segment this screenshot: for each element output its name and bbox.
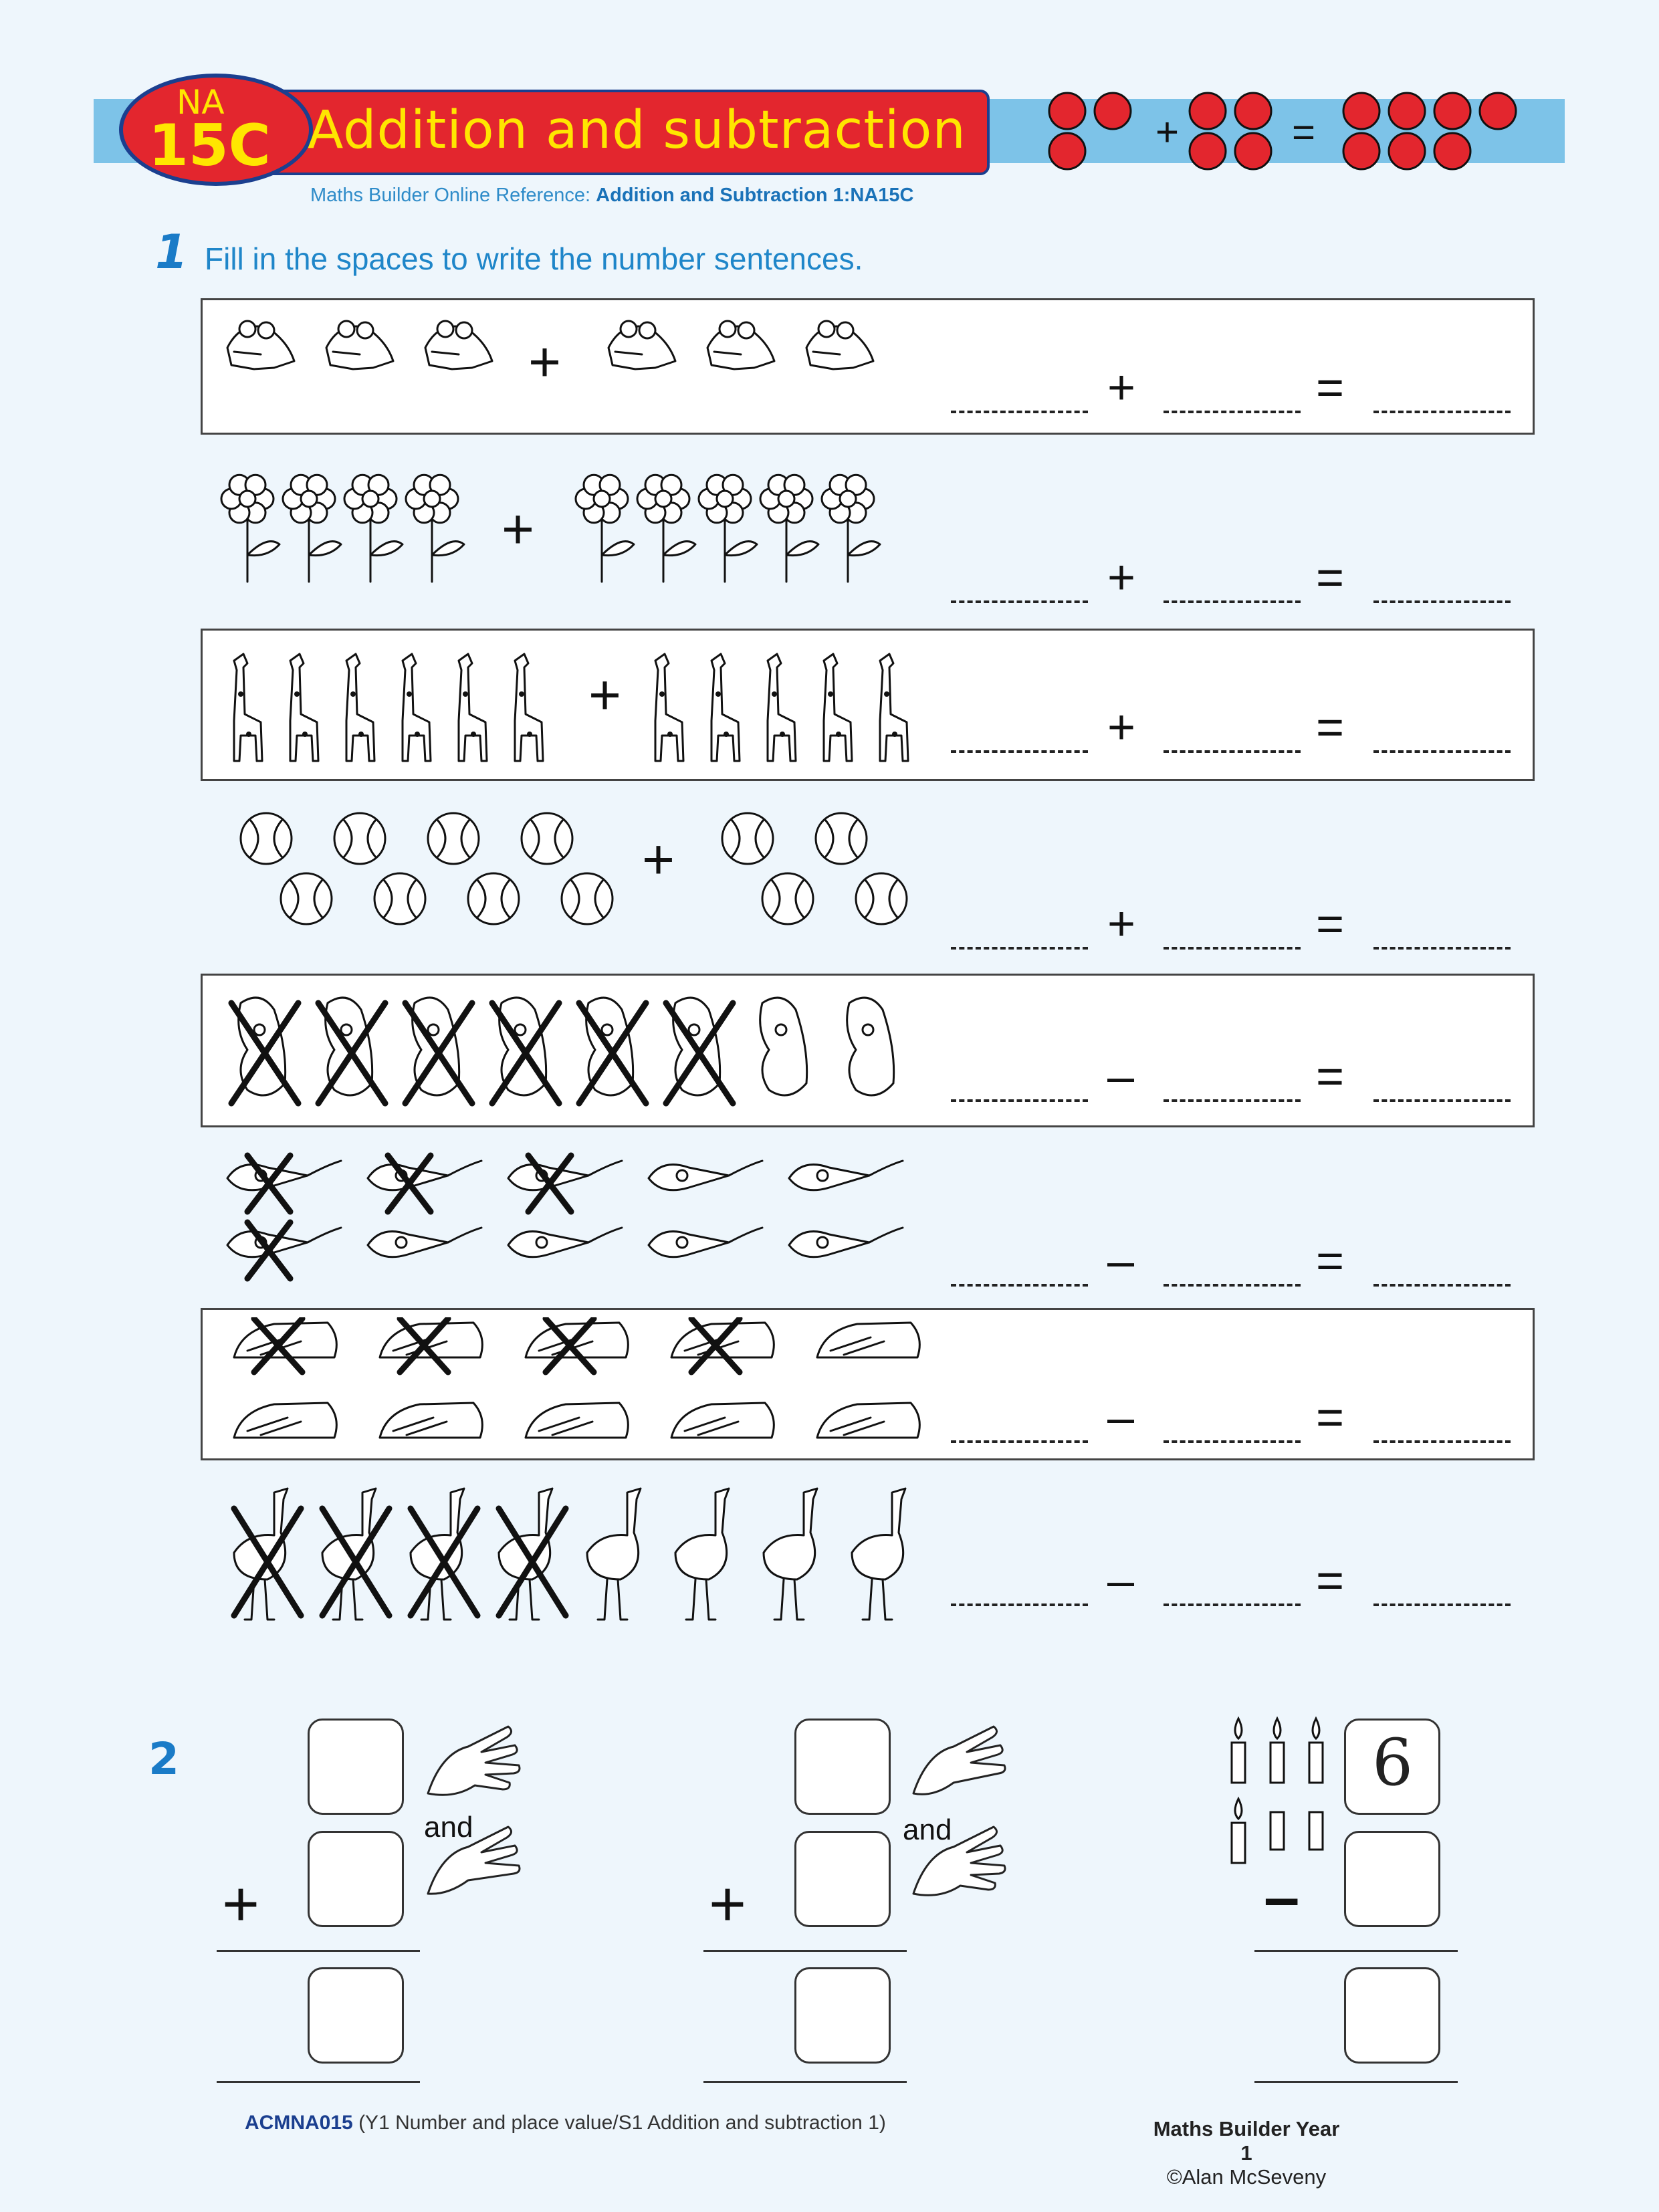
equals-sign: =	[1316, 1050, 1345, 1103]
answer-blank[interactable]	[1373, 750, 1511, 753]
answer-box[interactable]	[308, 1967, 404, 2064]
equals-sign: =	[1316, 701, 1345, 754]
frogs-picture	[214, 301, 950, 435]
candles-icon	[1221, 1712, 1341, 1879]
answer-box[interactable]	[308, 1831, 404, 1927]
mice-picture	[214, 1151, 950, 1292]
operator-sign: –	[1107, 1391, 1135, 1444]
question-2-number: 2	[148, 1733, 179, 1785]
copyright: ©Alan McSeveny	[1166, 2165, 1327, 2189]
emus-picture	[214, 1482, 950, 1629]
question-1-instruction: Fill in the spaces to write the number sentences.	[205, 241, 863, 276]
badge-strand: NA	[177, 83, 225, 122]
answer-box[interactable]	[794, 1719, 891, 1815]
answer-box[interactable]	[308, 1719, 404, 1815]
answer-blank[interactable]	[1164, 1440, 1301, 1443]
operator-sign: –	[1107, 1554, 1135, 1608]
equals-sign: =	[1316, 1391, 1345, 1444]
given-number: 6	[1372, 1725, 1414, 1800]
plus-sign: +	[709, 1868, 747, 1940]
balls-picture	[214, 798, 950, 959]
answer-box[interactable]	[794, 1967, 891, 2064]
reference-code: Addition and Subtraction 1:NA15C	[596, 185, 914, 206]
svg-text:+: +	[642, 828, 675, 891]
answer-blank[interactable]	[1373, 1603, 1511, 1606]
answer-blank[interactable]	[1373, 600, 1511, 603]
dot-plus: +	[1155, 110, 1180, 154]
answer-blank[interactable]	[1164, 1284, 1301, 1287]
curriculum-reference	[245, 2112, 886, 2134]
equals-sign: =	[1316, 551, 1345, 604]
difference-line	[1254, 1950, 1458, 1952]
svg-text:+: +	[528, 330, 562, 393]
equals-sign: =	[1316, 1234, 1345, 1288]
operator-sign: –	[1107, 1050, 1135, 1103]
number-sentence-6	[950, 1234, 1518, 1292]
operator-sign: +	[1107, 361, 1136, 415]
and-label: and	[903, 1813, 952, 1846]
number-sentence-3	[950, 701, 1518, 758]
giraffes-picture	[214, 641, 950, 774]
base-line	[1254, 2081, 1458, 2083]
curriculum-code: ACMNA015	[245, 2112, 353, 2134]
answer-blank[interactable]	[1164, 600, 1301, 603]
sum-line	[703, 1950, 907, 1952]
answer-box[interactable]	[1344, 1831, 1440, 1927]
svg-text:+: +	[588, 663, 622, 726]
answer-blank[interactable]	[951, 411, 1088, 413]
operator-sign: +	[1107, 551, 1136, 604]
reference-prefix: Maths Builder Online Reference:	[310, 185, 591, 206]
sum-line	[217, 1950, 420, 1952]
operator-sign: +	[1107, 701, 1136, 754]
answer-blank[interactable]	[951, 750, 1088, 753]
operator-sign: –	[1107, 1234, 1135, 1288]
answer-blank[interactable]	[951, 1603, 1088, 1606]
operator-sign: +	[1107, 897, 1136, 951]
answer-blank[interactable]	[1164, 1603, 1301, 1606]
answer-blank[interactable]	[1373, 1284, 1511, 1287]
answer-blank[interactable]	[951, 947, 1088, 950]
answer-blank[interactable]	[1373, 1099, 1511, 1102]
answer-blank[interactable]	[951, 600, 1088, 603]
equals-sign: =	[1316, 1554, 1345, 1608]
horses-picture	[214, 983, 950, 1117]
hand-fingers-icon	[421, 1713, 528, 1914]
svg-text:+: +	[502, 497, 535, 560]
online-reference	[310, 185, 913, 207]
book-title: Maths Builder Year 1	[1153, 2117, 1340, 2165]
answer-box[interactable]	[1344, 1967, 1440, 2064]
minus-sign: –	[1264, 1862, 1300, 1933]
number-sentence-1	[950, 361, 1518, 419]
badge-number: 15C	[148, 112, 271, 179]
answer-blank[interactable]	[1164, 750, 1301, 753]
number-sentence-8	[950, 1554, 1518, 1612]
question-1-number: 1	[155, 225, 188, 280]
answer-blank[interactable]	[951, 1284, 1088, 1287]
answer-box[interactable]	[794, 1831, 891, 1927]
answer-blank[interactable]	[1164, 411, 1301, 413]
page-title: Addition and subtraction	[308, 100, 966, 160]
and-label: and	[424, 1811, 473, 1844]
base-line	[217, 2081, 420, 2083]
equals-sign: =	[1316, 361, 1345, 415]
answer-blank[interactable]	[1373, 411, 1511, 413]
answer-blank[interactable]	[1164, 1099, 1301, 1102]
book-credit	[1146, 2117, 1347, 2189]
curriculum-description: (Y1 Number and place value/S1 Addition and subtraction 1)	[358, 2112, 886, 2134]
rocks-picture	[214, 1317, 950, 1451]
dot-addition-illustration	[1030, 87, 1525, 181]
answer-blank[interactable]	[1164, 947, 1301, 950]
answer-blank[interactable]	[1373, 1440, 1511, 1443]
answer-blank[interactable]	[951, 1440, 1088, 1443]
number-sentence-2	[950, 551, 1518, 609]
number-sentence-4	[950, 897, 1518, 955]
number-sentence-5	[950, 1050, 1518, 1107]
number-sentence-7	[950, 1391, 1518, 1448]
base-line	[703, 2081, 907, 2083]
hand-fingers-icon	[907, 1713, 1014, 1914]
flowers-picture	[214, 468, 950, 602]
answer-blank[interactable]	[1373, 947, 1511, 950]
plus-sign: +	[222, 1868, 260, 1940]
answer-blank[interactable]	[951, 1099, 1088, 1102]
equals-sign: =	[1316, 897, 1345, 951]
dot-equals: =	[1292, 110, 1316, 154]
